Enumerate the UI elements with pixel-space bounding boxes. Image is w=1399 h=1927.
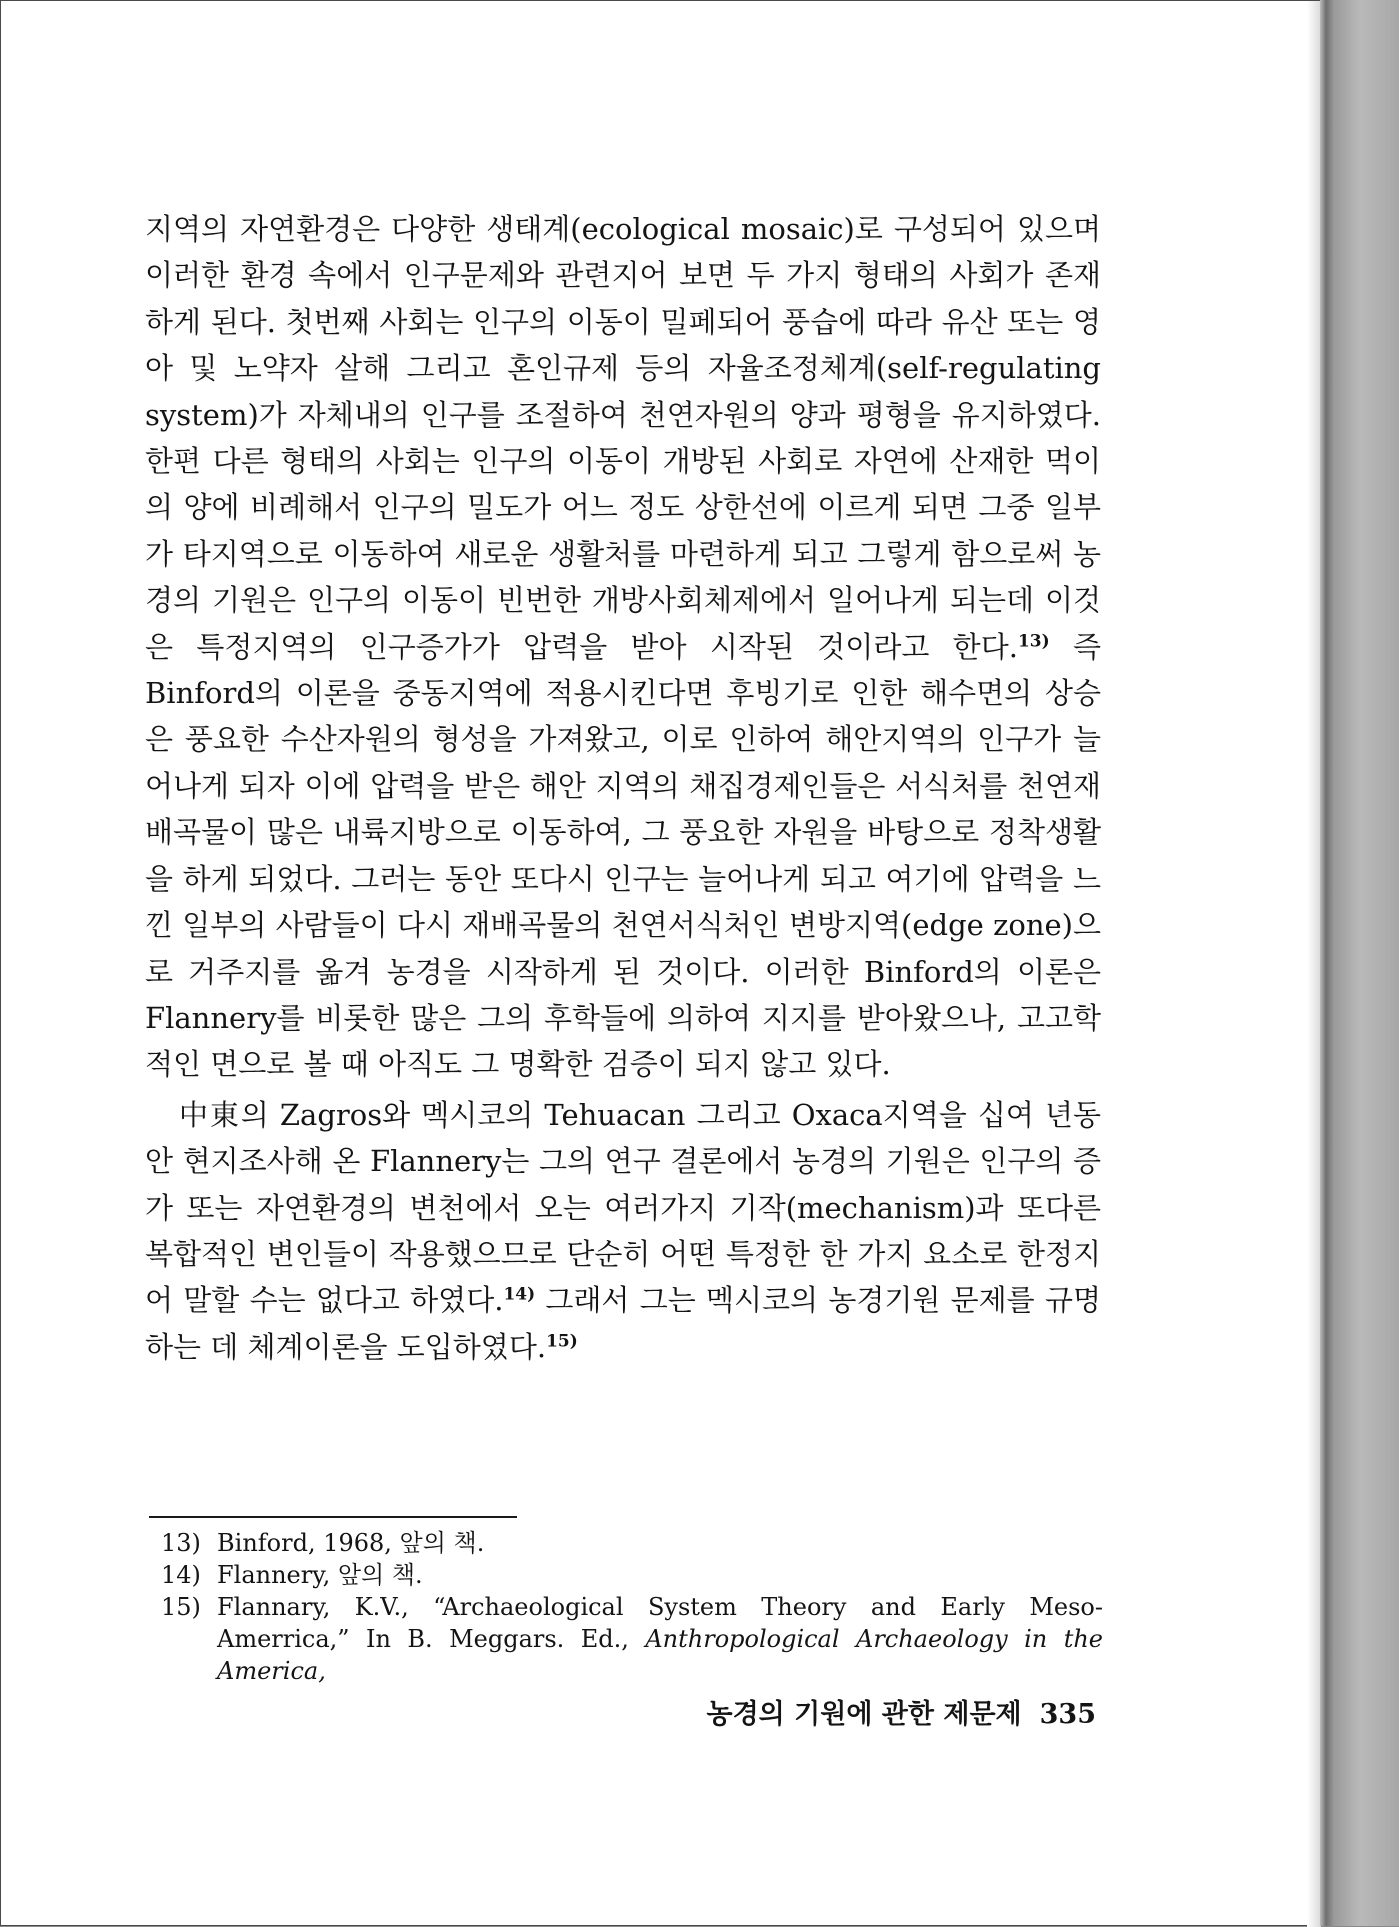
running-footer	[707, 1692, 1096, 1731]
footnote-13: 13) Binford, 1968, 앞의 책.	[161, 1529, 485, 1557]
footnotes	[161, 1527, 1103, 1687]
footnote-15-book-title: Anthropological Archaeology in the America,	[217, 1625, 1104, 1685]
footnote-14: 14) Flannery, 앞의 책.	[161, 1561, 423, 1589]
paragraph-1: 지역의 자연환경은 다양한 생태계(ecological mosaic)로 구성되어 있으며 이러한 환경 속에서 인구문제와 관련지어 보면 두 가지 형태의 사회가 존재하게 된다. 첫번째 사회는 인구의 이동이 밀페되어 풍습에 따라 유산 또는 영아 및 노약자 살해 그리고 혼인규제 등의 자율조정체계(self-regulating system)가 자체내의 인구를 조절하여 천연자원의 양과 평형을 유지하였다. 한편 다른 형태의 사회는 인구의 이동이 개방된 사회로 자연에 산재한 먹이의 양에 비례해서 인구의 밀도가 어느 정도 상한선에 이르게 되면 그중 일부가 타지역으로 이동하여 새로운 생활처를 마련하게 되고 그렇게 함으로써 농경의 기원은 인구의 이동이 빈번한 개방사회체제에서 일어나게 되는데 이것은 특정지역의 인구증가가 압력을 받아 시작된 것이라고 한다.$^{13)}$ 즉 Binford의 이론을 중동지역에 적용시킨다면 후빙기로 인한 해수면의 상승은 풍요한 수산자원의 형성을 가져왔고, 이로 인하여 해안지역의 인구가 늘어나게 되자 이에 압력을 받은 해안 지역의 채집경제인들은 서식처를 천연재배곡물이 많은 내륙지방으로 이동하여, 그 풍요한 자원을 바탕으로 정착생활을 하게 되었다. 그러는 동안 또다시 인구는 늘어나게 되고 여기에 압력을 느낀 일부의 사람들이 다시 재배곡물의 천연서식처인 변방지역(edge zone)으로 거주지를 옮겨 농경을 시작하게 된 것이다. 이러한 Binford의 이론은 Flannery를 비롯한 많은 그의 후학들에 의하여 지지를 받아왔으나, 고고학적인 면으로 볼 때 아직도 그 명확한 검증이 되지 않고 있다.	[145, 212, 1101, 1082]
footnote-ref-14: 14)	[503, 1284, 536, 1305]
paragraph-2: 中東의 Zagros와 멕시코의 Tehuacan 그리고 Oxaca지역을 십여 년동안 현지조사해 온 Flannery는 그의 연구 결론에서 농경의 기원은 인구의 증가 또는 자연환경의 변천에서 오는 여러가지 기작(mechanism)과 또다른 복합적인 변인들이 작용했으므로 단순히 어떤 특정한 한 가지 요소로 한정지어 말할 수는 없다고 하였다.$^{14)}$ 그래서 그는 멕시코의 농경기원 문제를 규명하는 데 체계이론을 도입하였다.$^{15)}$	[145, 1097, 1101, 1364]
footnote-ref-15: 15)	[546, 1331, 578, 1352]
body-text	[145, 206, 1101, 1370]
footnote-15: 15) Flannary, K.V., “Archaeological System Theory and Early Meso-Amerrica,” In B. Meggars. Ed., Anthropological Archaeology in the America,	[161, 1593, 1104, 1685]
footnote-divider	[149, 1516, 517, 1518]
footnote-ref-13: 13)	[1017, 631, 1050, 651]
book-spine	[1320, 0, 1399, 1926]
running-title: 농경의 기원에 관한 제문제	[706, 1699, 1022, 1730]
page-edge-shadow	[1307, 1, 1321, 1927]
page-number: 335	[1039, 1699, 1096, 1730]
